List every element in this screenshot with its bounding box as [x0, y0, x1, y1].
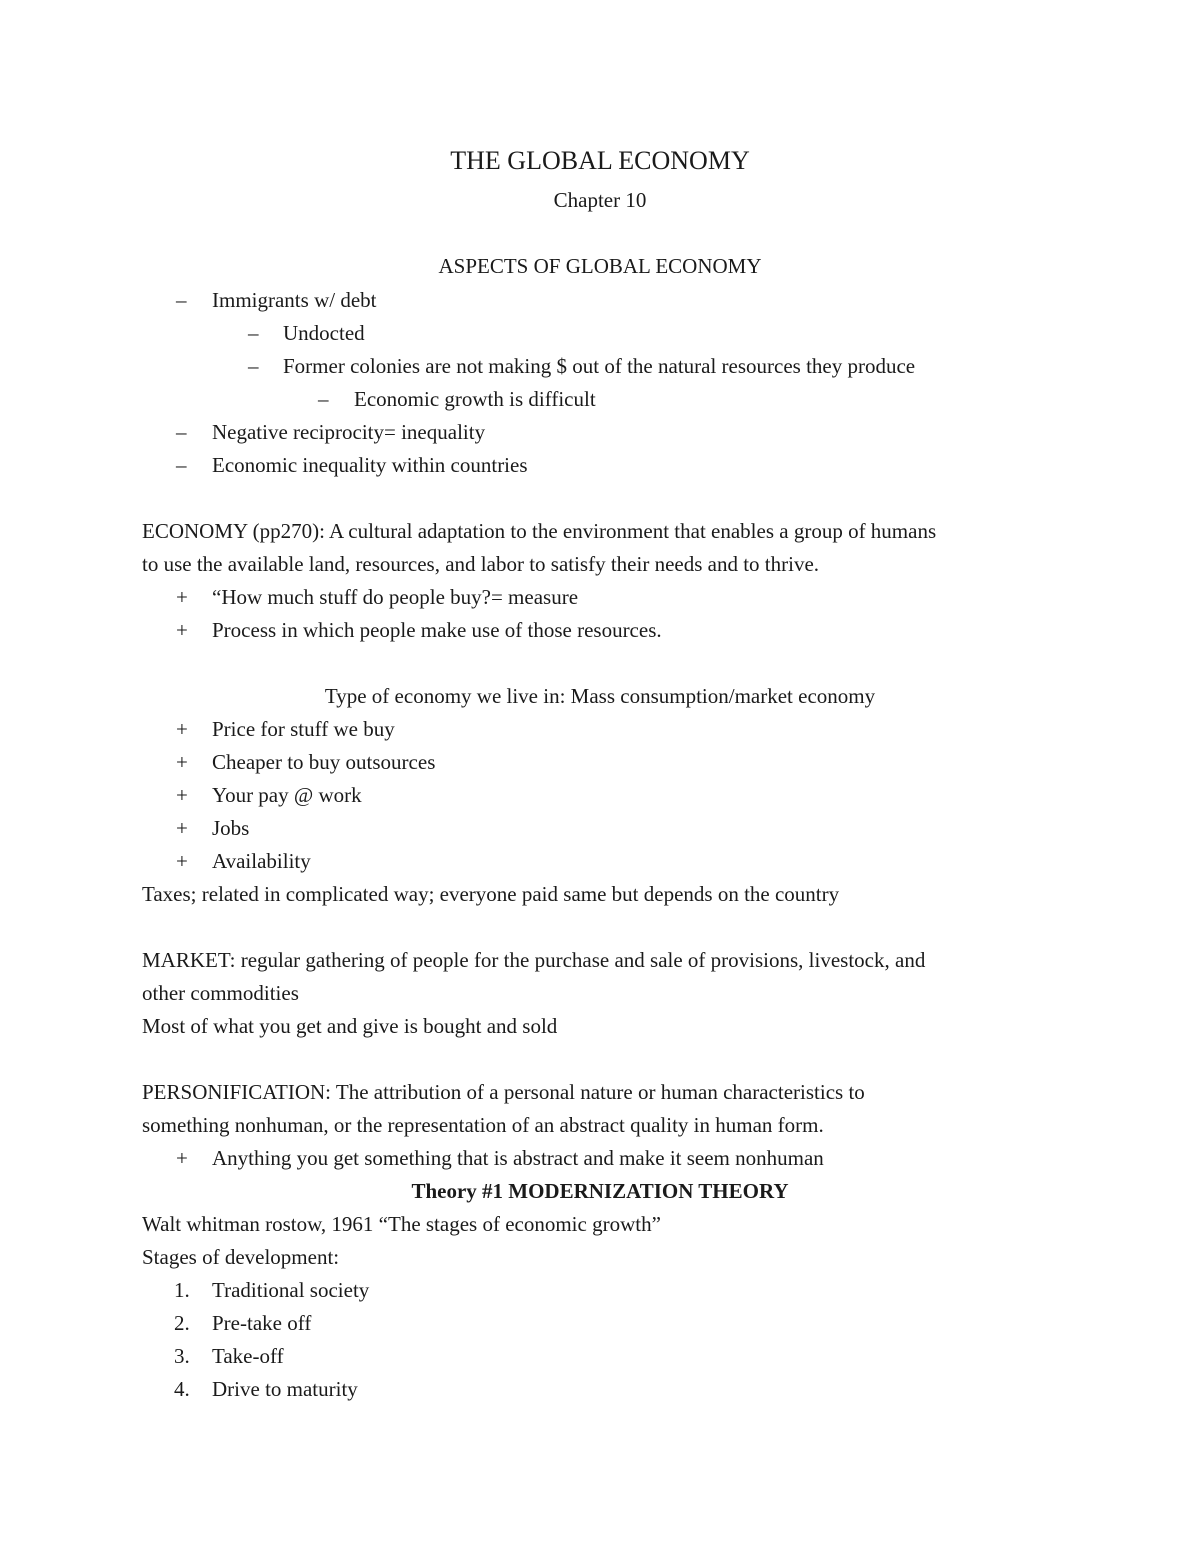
personification-definition-line1: PERSONIFICATION: The attribution of a personal nature or human characteristics to	[142, 1080, 865, 1104]
stages-heading: Stages of development:	[142, 1245, 340, 1269]
list-item-text: Economic growth is difficult	[354, 387, 596, 411]
list-number: 1.	[174, 1278, 190, 1302]
list-item-text: Pre-take off	[212, 1311, 312, 1335]
dash-bullet: –	[248, 354, 259, 378]
list-item-text: Process in which people make use of those resources.	[212, 618, 662, 642]
personification-definition-line2: something nonhuman, or the representation of an abstract quality in human form.	[142, 1113, 824, 1137]
list-item-text: Anything you get something that is abstract and make it seem nonhuman	[212, 1146, 824, 1170]
market-definition-line2: other commodities	[142, 981, 299, 1005]
list-item-text: Negative reciprocity= inequality	[212, 420, 486, 444]
dash-bullet: –	[176, 420, 187, 444]
plus-bullet: +	[176, 783, 188, 807]
list-item-text: Immigrants w/ debt	[212, 288, 377, 312]
list-number: 4.	[174, 1377, 190, 1401]
list-item-text: Jobs	[212, 816, 250, 840]
list-item-text: “How much stuff do people buy?= measure	[212, 585, 579, 609]
dash-bullet: –	[176, 288, 187, 312]
list-item-text: Traditional society	[212, 1278, 370, 1302]
list-item-text: Cheaper to buy outsources	[212, 750, 436, 774]
list-item-text: Price for stuff we buy	[212, 717, 395, 741]
plus-bullet: +	[176, 816, 188, 840]
list-item-text: Former colonies are not making $ out of the natural resources they produce	[283, 354, 916, 378]
list-item-text: Drive to maturity	[212, 1377, 358, 1401]
list-item-text: Undocted	[283, 321, 365, 345]
plus-bullet: +	[176, 750, 188, 774]
plus-bullet: +	[176, 717, 188, 741]
theory-author-line: Walt whitman rostow, 1961 “The stages of economic growth”	[142, 1212, 661, 1236]
taxes-note: Taxes; related in complicated way; everyone paid same but depends on the country	[142, 882, 840, 906]
dash-bullet: –	[248, 321, 259, 345]
economy-type-heading: Type of economy we live in: Mass consumption/market economy	[324, 684, 876, 708]
list-item-text: Take-off	[212, 1344, 284, 1368]
document-title: THE GLOBAL ECONOMY	[450, 146, 750, 175]
market-note: Most of what you get and give is bought and sold	[142, 1014, 558, 1038]
plus-bullet: +	[176, 585, 188, 609]
document-subtitle: Chapter 10	[553, 188, 647, 212]
plus-bullet: +	[176, 1146, 188, 1170]
economy-definition-line1: ECONOMY (pp270): A cultural adaptation to the environment that enables a group of humans	[142, 519, 937, 543]
list-item-text: Availability	[212, 849, 311, 873]
dash-bullet: –	[176, 453, 187, 477]
theory-heading: Theory #1 MODERNIZATION THEORY	[411, 1179, 789, 1203]
dash-bullet: –	[318, 387, 329, 411]
aspects-heading: ASPECTS OF GLOBAL ECONOMY	[438, 254, 762, 278]
economy-definition-line2: to use the available land, resources, and labor to satisfy their needs and to thrive.	[142, 552, 820, 576]
plus-bullet: +	[176, 849, 188, 873]
list-item-text: Economic inequality within countries	[212, 453, 528, 477]
plus-bullet: +	[176, 618, 188, 642]
list-number: 3.	[174, 1344, 190, 1368]
list-number: 2.	[174, 1311, 190, 1335]
list-item-text: Your pay @ work	[212, 783, 362, 807]
market-definition-line1: MARKET: regular gathering of people for the purchase and sale of provisions, livestock, and	[142, 948, 926, 972]
